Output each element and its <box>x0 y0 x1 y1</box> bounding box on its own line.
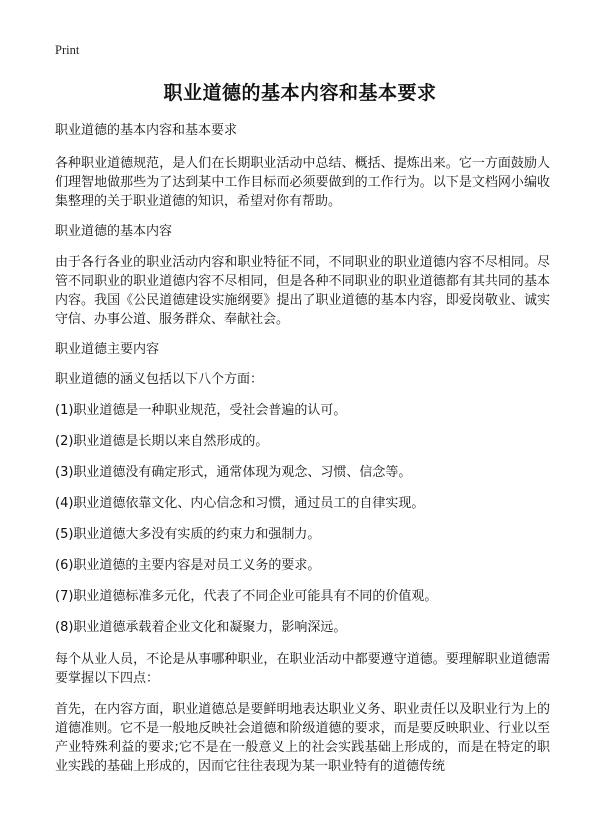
main-content-intro: 职业道德的涵义包括以下八个方面： <box>55 372 264 387</box>
requirement-paragraph: 每个从业人员，不论是从事哪种职业，在职业活动中都要遵守道德。要理解职业道德需要掌握以下四点： <box>55 652 550 686</box>
list-item: (4)职业道德依靠文化、内心信念和习惯，通过员工的自律实现。 <box>55 496 425 511</box>
list-item: (8)职业道德承载着企业文化和凝聚力，影响深远。 <box>55 620 347 635</box>
list-item: (3)职业道德没有确定形式，通常体现为观念、习惯、信念等。 <box>55 465 412 480</box>
list-item: (6)职业道德的主要内容是对员工义务的要求。 <box>55 558 321 573</box>
intro-paragraph: 各种职业道德规范，是人们在长期职业活动中总结、概括、提炼出来。它一方面鼓励人们理智地做那些为了达到某中工作目标而必须要做到的工作行为。以下是文档网小编收集整理的关于职业道德的知识，希望对你有帮助。 <box>55 156 550 209</box>
section-heading-main-content: 职业道德主要内容 <box>55 342 160 357</box>
document-body <box>55 122 550 788</box>
document-title: 职业道德的基本内容和基本要求 <box>163 82 437 104</box>
first-point-paragraph: 首先，在内容方面，职业道德总是要鲜明地表达职业义务、职业责任以及职业行为上的道德准则。它不是一般地反映社会道德和阶级道德的要求，而是要反映职业、行业以至产业特殊利益的要求;它不是在一般意义上的社会实践基础上形成的，而是在特定的职业实践的基础上形成的，因而它往往表现为某一职业特有的道德传统 <box>55 702 550 774</box>
print-label[interactable]: Print <box>55 43 80 57</box>
list-item: (1)职业道德是一种职业规范，受社会普遍的认可。 <box>55 403 347 418</box>
section-heading-intro: 职业道德的基本内容和基本要求 <box>55 123 238 138</box>
basic-content-paragraph: 由于各行各业的职业活动内容和职业特征不同，不同职业的职业道德内容不尽相同。尽管不同职业的职业道德内容不尽相同，但是各种不同职业的职业道德都有其共同的基本内容。我国《公民道德建设实施纲要》提出了职业道德的基本内容，即爱岗敬业、诚实守信、办事公道、服务群众、奉献社会。 <box>55 255 550 327</box>
list-item: (5)职业道德大多没有实质的约束力和强制力。 <box>55 527 321 542</box>
list-item: (7)职业道德标准多元化，代表了不同企业可能具有不同的价值观。 <box>55 589 438 604</box>
section-heading-basic-content: 职业道德的基本内容 <box>55 224 173 239</box>
list-item: (2)职业道德是长期以来自然形成的。 <box>55 434 269 449</box>
